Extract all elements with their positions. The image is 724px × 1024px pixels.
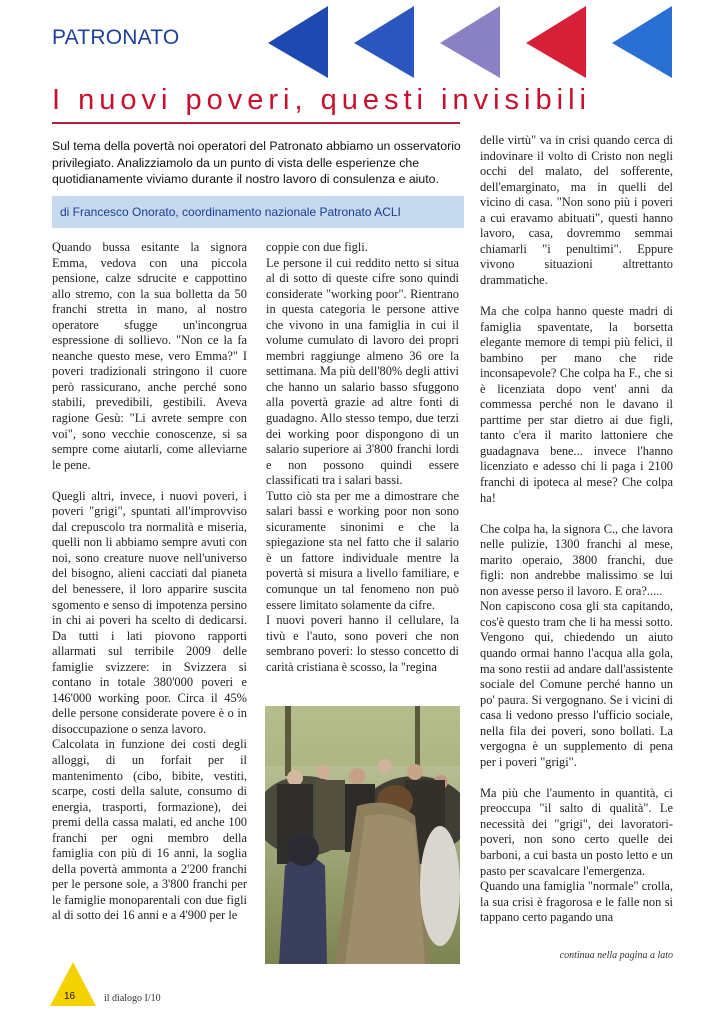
paragraph: Calcolata in funzione dei costi degli alloggi, di un forfait per il mantenimento (cibo, bibite, vestiti, scarpe, costi della salute, consumo di energia, trasporti, formazione), dei premi della cassa malati, ed anche 100 franchi per ogni membro della famiglia con più di 16 anni, la soglia della povertà ammonta a 2'200 franchi per le persone sole, a 3'800 franchi per le famiglie monoparentali con due figli al di sotto dei 16 anni e a 4'900 per le	[52, 737, 247, 923]
triangle-3	[440, 6, 500, 78]
triangle-5	[612, 6, 672, 78]
paragraph: Tutto ciò sta per me a dimostrare che salari bassi e working poor non sono sicuramente sinonimi e che la spiegazione sta nel fatto che il salario è un fattore individuale mentre la povertà si misura a livello familiare, e comunque un tal fenomeno non può essere limitato solamente da cifre.	[266, 488, 459, 612]
crowd-photo	[265, 706, 460, 964]
header-triangles	[266, 6, 676, 80]
continued-note: continua nella pagina a lato	[559, 950, 673, 961]
section-label: PATRONATO	[52, 26, 180, 49]
article-title: I nuovi poveri, questi invisibili	[52, 84, 591, 116]
paragraph: Quando bussa esitante la signora Emma, vedova con una piccola pensione, calze sdrucite e cappottino allo stremo, con la sua bolletta da 50 franchi stretta in mano, al nostro operatore sfugge un'incongrua espressione di sollievo. "Non ce la fa neanche questo mese, vero Emma?" I poveri tradizionali stringono il cuore però rassicurano, anche perché sono stabili, prevedibili, gestibili. Aveva ragione Gesù: "Li avrete sempre con voi", sono vecchie conoscenze, si sa sempre come aiutarli, come alleviarne le pene.	[52, 240, 247, 472]
publication-name: il dialogo I/10	[104, 993, 161, 1004]
paragraph: Le persone il cui reddito netto si situa al di sotto di queste cifre sono quindi considerate "working poor". Rientrano in questa categoria le persone attive che vivono in una famiglia in cui il volume cumulato di lavoro dei propri membri raggiunge almeno 36 ore la settimana. Ma più dell'80% degli attivi che hanno un salario basso sfuggono alla povertà grazie ad altre fonti di guadagno. Allo stesso tempo, due terzi dei working poor dispongono di un salario superiore ai 3'800 franchi lordi e non possono quindi essere classificati tra i salari bassi.	[266, 255, 459, 488]
page-number: 16	[64, 991, 76, 1002]
paragraph: Che colpa ha, la signora C., che lavora nelle pulizie, 1300 franchi al mese, marito operaio, 3800 franchi, due figli: non andrebbe malissimo se lui non avesse perso il lavoro. E ora?.....	[480, 521, 673, 598]
triangle-2	[354, 6, 414, 78]
column-2	[266, 240, 459, 675]
paragraph: delle virtù" va in crisi quando cerca di indovinare il volto di Cristo non negli occhi del malato, del sofferente, dell'emarginato, ma in quelli del vicino di casa. "Non sono più i poveri a cui eravamo abituati", questi hanno lavoro, casa, dovremmo semmai chiamarli "i penultimi". Eppure vivono situazioni altrettanto drammatiche.	[480, 133, 673, 287]
triangle-4	[526, 6, 586, 78]
byline: di Francesco Onorato, coordinamento nazionale Patronato ACLI	[52, 196, 464, 228]
triangle-1	[268, 6, 328, 78]
paragraph: Quando una famiglia "normale" crolla, la sua crisi è fragorosa e le falle non si tappano certo pagando una	[480, 879, 673, 925]
lead-paragraph: Sul tema della povertà noi operatori del Patronato abbiamo un osservatorio privilegiato. Analizziamolo da un punto di vista delle esperienze che quotidianamente viviamo durante il nostro lavoro di consulenza e aiuto.	[52, 139, 461, 186]
paragraph: Quegli altri, invece, i nuovi poveri, i poveri "grigi", spuntati all'improvviso dal crepuscolo tra normalità e miseria, quelli non li abbiamo sempre avuti con noi, sono creature nuove nell'universo del bisogno, alieni cacciati dal pianeta del benessere, il loro apparire suscita sgomento e senso di impotenza persino in chi ai poveri ha scelto di dedicarsi. Da tutti i lati piovono rapporti allarmati sul terribile 2009 delle famiglie svizzere: in Svizzera si contano in totale 380'000 poveri e 146'000 working poor. Circa il 45% delle persone considerate povere è o in disoccupazione o senza lavoro.	[52, 488, 247, 736]
paragraph: coppie con due figli.	[266, 240, 368, 254]
column-3	[480, 133, 673, 926]
paragraph: I nuovi poveri hanno il cellulare, la tivù e l'auto, sono poveri che non sembrano poveri: lo stesso concetto di carità cristiana è scosso, la "regina	[266, 613, 459, 674]
title-rule	[52, 122, 460, 124]
paragraph: Ma che colpa hanno queste madri di famiglia spaventate, la borsetta elegante memore di tempi più felici, il bambino per mano che ride inconsapevole? Che colpa ha F., che si è licenziata dopo vent' anni da commessa perché non le davano il parttime per star dietro ai due figli, tanto c'era il marito lattoniere che guadagnava bene... invece l'hanno licenziato e adesso chi li paga i 2100 franchi di ipoteca al mese? Che colpa ha!	[480, 303, 673, 505]
column-1	[52, 240, 247, 924]
paragraph: Non capiscono cosa gli sta capitando, cos'è questo tram che li ha messi sotto. Vengono qui, chiedendo un aiuto quando ormai hanno l'acqua alla gola, ma sono restii ad andare dall'assistente sociale del Comune perché hanno un po' paura. Si vergognano. Se i vicini di casa li vedono presso l'ufficio sociale, nella fila dei poveri, sono bollati. La vergogna è un supplemento di pena per i poveri "grigi".	[480, 599, 673, 769]
paragraph: Ma più che l'aumento in quantità, ci preoccupa "il salto di qualità". Le necessità dei "grigi", dei lavoratori-poveri, non sono certo quelle dei barboni, a cui basta un posto letto e un pasto per scavalcare l'emergenza.	[480, 785, 673, 878]
